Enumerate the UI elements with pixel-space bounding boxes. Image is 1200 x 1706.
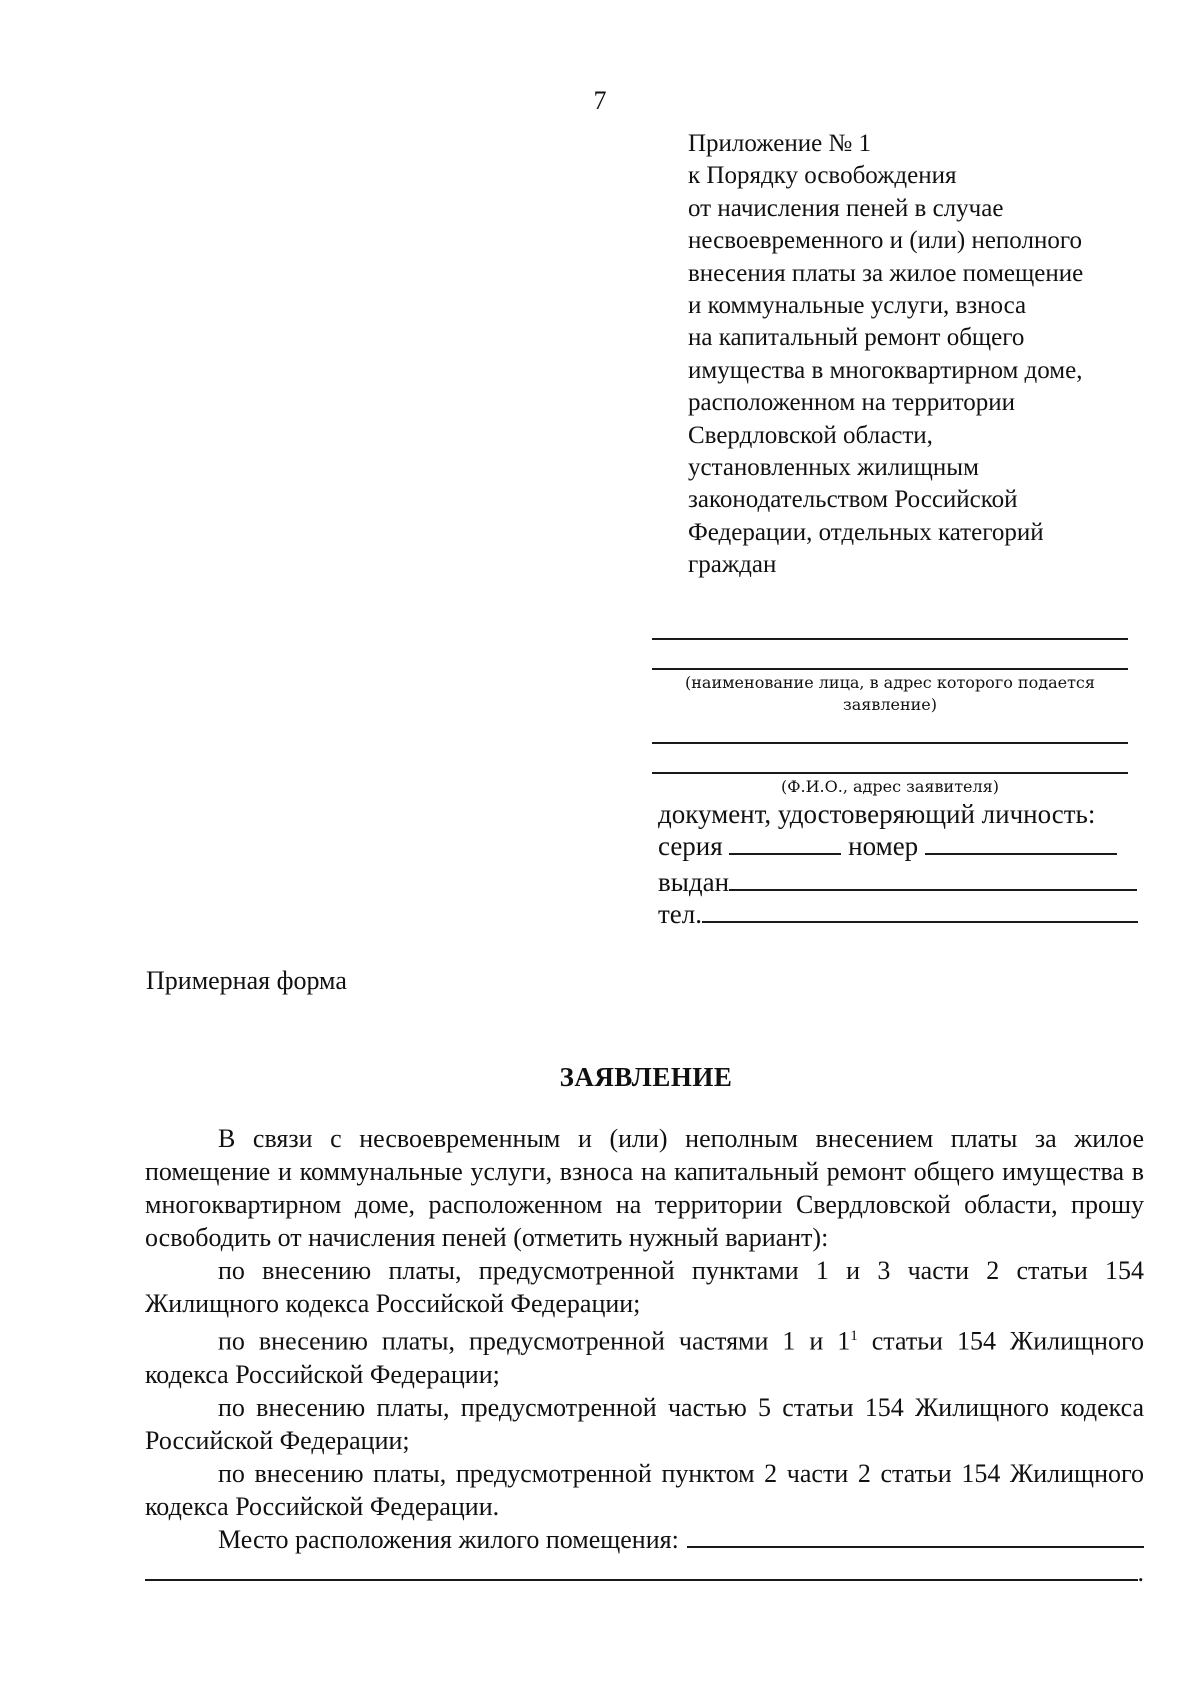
page-number: 7 [593,86,607,115]
addressee-line-1[interactable] [652,638,1128,640]
issued-label: выдан [658,867,730,897]
location-row-2 [145,1556,1144,1589]
option-2-text: по внесению платы, предусмотренной частями 1 и 1 [218,1326,851,1356]
addressee-caption: (наименование лица, в адрес которого подается заявление) [685,673,1095,714]
appendix-line: несвоевременного и (или) неполного [688,227,1082,255]
location-label: Место расположения жилого помещения: [218,1524,679,1554]
form-label: Примерная форма [146,966,347,995]
appendix-line: Свердловской области, [688,421,933,449]
intro-paragraph: В связи с несвоевременным и (или) неполным внесением платы за жилое помещение и коммунальные услуги, взноса на капитальный ремонт общего имущества в многоквартирном доме, расположенном на территории Свердловской области, прошу освободить от начисления пеней (отметить нужный вариант): [145,1124,1144,1252]
appendix-line: Приложение № 1 [688,130,872,157]
appendix-line: имущества в многоквартирном доме, [688,356,1083,384]
appendix-line: и коммунальные услуги, взноса [688,292,1027,320]
issued-row [658,866,1146,898]
phone-field[interactable] [702,899,1138,923]
appendix-line: граждан [688,551,777,579]
document-title: ЗАЯВЛЕНИЕ [559,1062,733,1092]
option-3: по внесению платы, предусмотренной частью 5 статьи 154 Жилищного кодекса Российской Федерации; [145,1392,1144,1455]
appendix-line: законодательством Российской [688,486,1018,514]
applicant-line-1[interactable] [652,742,1128,744]
location-field-2[interactable] [145,1557,1138,1581]
option-2-text-after: статьи 154 Жилищного кодекса Российской Федерации; [145,1326,1144,1389]
option-2-superscript: 1 [850,1328,858,1344]
number-field[interactable] [925,831,1117,855]
phone-label: тел. [658,899,703,929]
location-end-mark: . [1137,1557,1144,1587]
applicant-line-2[interactable] [652,772,1128,774]
location-row [145,1523,1144,1556]
appendix-line: установленных жилищным [688,454,979,482]
appendix-line: внесения платы за жилое помещение [688,259,1084,287]
series-number-row [658,830,1146,862]
phone-row [658,898,1146,930]
option-2 [145,1320,1144,1391]
option-1: по внесению платы, предусмотренной пунктами 1 и 3 части 2 статьи 154 Жилищного кодекса Российской Федерации; [145,1256,1144,1318]
appendix-line: расположенном на территории [688,389,1015,417]
number-label: номер [848,831,919,861]
body-text [145,1122,1144,1589]
option-4: по внесению платы, предусмотренной пунктом 2 части 2 статьи 154 Жилищного кодекса Российской Федерации. [145,1458,1144,1521]
appendix-header [688,128,1168,582]
series-label: серия [658,831,723,861]
appendix-line: на капитальный ремонт общего [688,324,1025,352]
appendix-line: Федерации, отдельных категорий [688,518,1044,546]
appendix-line: от начисления пеней в случае [688,194,1004,222]
applicant-caption: (Ф.И.О., адрес заявителя) [780,777,1000,796]
issued-field[interactable] [729,867,1137,891]
id-document-label: документ, удостоверяющий личность: [658,799,1096,829]
appendix-line: к Порядку освобождения [688,162,957,190]
location-field[interactable] [687,1524,1144,1548]
addressee-line-2[interactable] [652,668,1128,670]
series-field[interactable] [729,831,841,855]
